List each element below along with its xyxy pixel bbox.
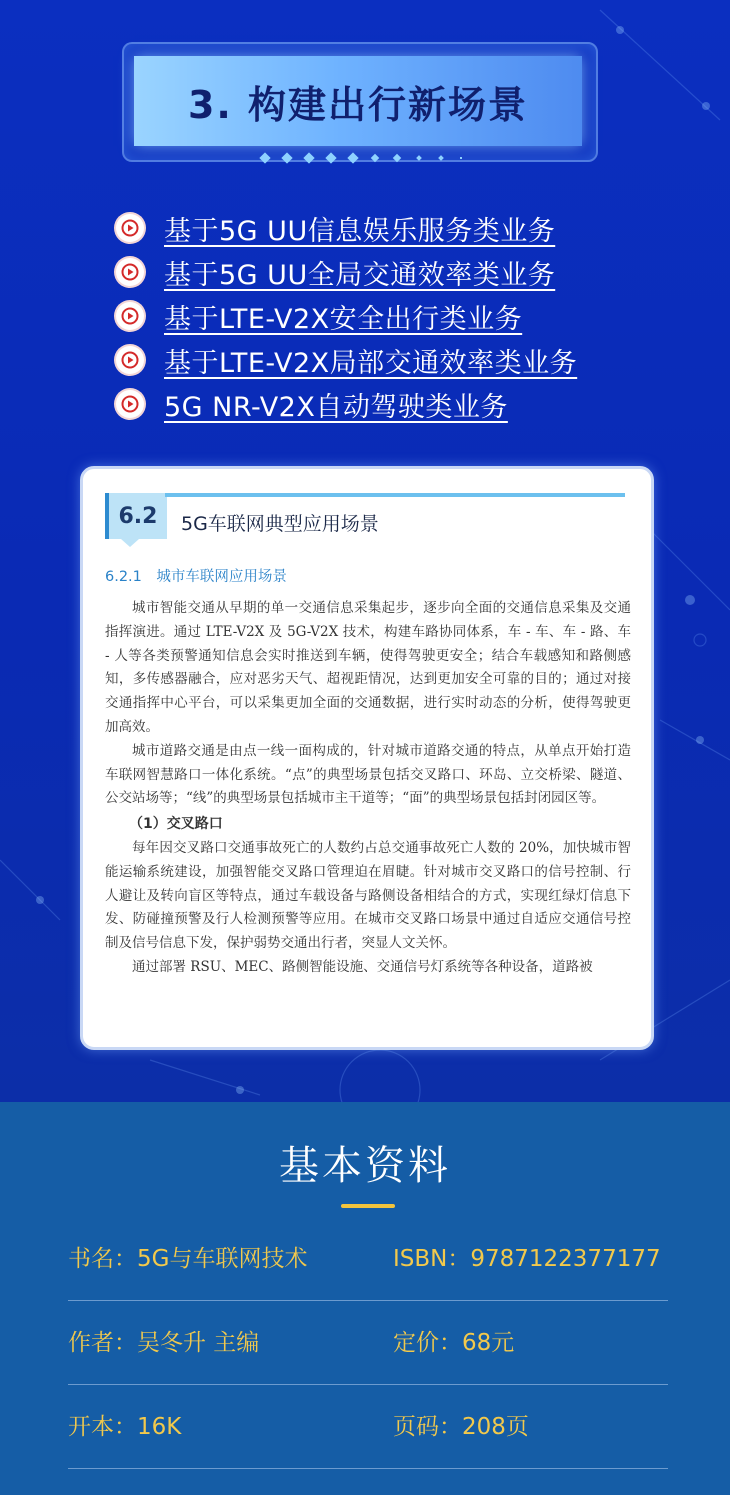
service-text: 基于LTE-V2X局部交通效率类业务: [164, 347, 578, 379]
list-item: [116, 382, 577, 426]
play-circle-icon: [116, 390, 144, 418]
section-banner: [134, 56, 582, 146]
banner-dots-decoration: [255, 151, 475, 165]
list-item: [116, 338, 577, 382]
heading-underline: [341, 1204, 395, 1208]
list-item: [116, 250, 577, 294]
section-number-box: [105, 493, 167, 539]
info-row: [68, 1300, 668, 1385]
section-pointer: [121, 539, 139, 547]
subsection-title: 6.2.1 城市车联网应用场景: [105, 569, 287, 585]
list-item: [116, 294, 577, 338]
play-circle-icon: [116, 346, 144, 374]
play-circle-icon: [116, 214, 144, 242]
paragraph: 城市智能交通从早期的单一交通信息采集起步，逐步向全面的交通信息采集及交通指挥演进。通过 LTE-V2X 及 5G-V2X 技术，构建车路协同体系，车 - 车、车 - 路、车 - 人等各类预警通知信息会实时推送到车辆，使得驾驶更安全；结合车载感知和路侧感知，多传感器融合，应对恶劣天气、超视距情况，达到更加安全可靠的目的；通过对接交通指挥中心平台，可以采集更加全面的交通数据，进行实时动态的分析，使得驾驶更加高效。: [105, 600, 631, 735]
play-circle-icon: [116, 302, 144, 330]
service-text: 基于LTE-V2X安全出行类业务: [164, 303, 523, 335]
price-field: 定价：68元: [393, 1330, 515, 1356]
info-heading: 基本资料: [279, 1143, 451, 1189]
banner-title: 3. 构建出行新场景: [187, 82, 529, 127]
basic-info-section: [0, 1102, 730, 1495]
paragraph-heading: （1）交叉路口: [129, 816, 223, 833]
list-item: [116, 206, 577, 250]
book-title-field: 书名：5G与车联网技术: [68, 1246, 308, 1272]
paragraph: 城市道路交通是由点一线一面构成的，针对城市道路交通的特点，从单点开始打造车联网智慧路口一体化系统。“点”的典型场景包括交叉路口、环岛、立交桥梁、隧道、公交站场等；“线”的典型场景包括城市主干道等；“面”的典型场景包括封闭园区等。: [105, 742, 631, 807]
pages-field: 页码：208页: [393, 1414, 529, 1440]
paragraph: 通过部署 RSU、MEC、路侧智能设施、交通信号灯系统等各种设备，道路被: [132, 958, 593, 975]
service-list: [116, 206, 577, 426]
play-circle-icon: [116, 258, 144, 286]
author-field: 作者：吴冬升 主编: [68, 1330, 260, 1356]
book-excerpt-card: [80, 466, 654, 1050]
info-row: [68, 1216, 668, 1301]
info-row: [68, 1384, 668, 1469]
section-rule: [165, 493, 625, 497]
paragraph: 每年因交叉路口交通事故死亡的人数约占总交通事故死亡人数的 20%，加快城市智能运输系统建设，加强智能交叉路口管理迫在眉睫。针对城市交叉路口的信号控制、行人避让及转向盲区等特点，通过车载设备与路侧设备相结合的方式，实现红绿灯信息下发、防碰撞预警及行人检测预警等应用。在城市交叉路口场景中通过自适应交通信号控制及信号信息下发，保护弱势交通出行者，突显人文关怀。: [105, 839, 631, 952]
isbn-field: ISBN：9787122377177: [393, 1246, 661, 1272]
excerpt-body: [105, 597, 631, 980]
section-title: 5G车联网典型应用场景: [181, 513, 379, 535]
service-text: 5G NR-V2X自动驾驶类业务: [164, 391, 508, 423]
service-text: 基于5G UU全局交通效率类业务: [164, 259, 556, 291]
section-number: 6.2: [118, 503, 158, 529]
service-text: 基于5G UU信息娱乐服务类业务: [164, 215, 556, 247]
format-field: 开本：16K: [68, 1414, 182, 1440]
